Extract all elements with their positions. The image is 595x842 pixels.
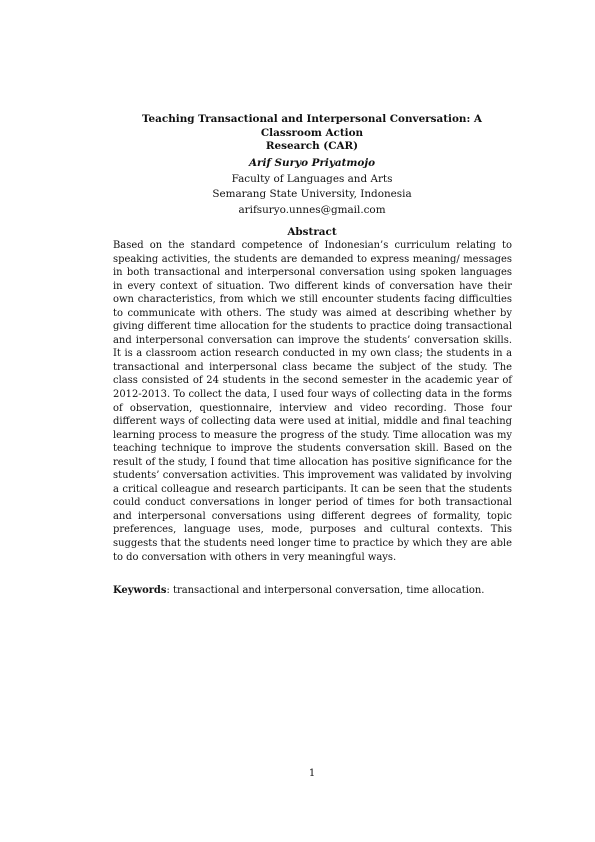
- paper-title-line-2: Research (CAR): [265, 140, 359, 152]
- abstract-heading: Abstract: [287, 226, 337, 238]
- author-university: Semarang State University, Indonesia: [212, 188, 412, 200]
- keywords-text: : transactional and interpersonal conversation, time allocation.: [166, 585, 485, 596]
- paper-title-line-1: Teaching Transactional and Interpersonal Conversation: A Classroom Action: [142, 113, 482, 139]
- author-block: [112, 156, 512, 218]
- page-number: 1: [308, 768, 316, 779]
- paper-title: [112, 113, 512, 154]
- author-faculty: Faculty of Languages and Arts: [231, 172, 393, 185]
- abstract-body: Based on the standard competence of Indonesian’s curriculum relating to speaking activities, the students are demanded to express meaning/ messages in both transactional and interpersonal conversation using spoken languages in every context of situation. Two different kinds of conversation have their own characteristics, from which we still encounter students facing difficulties to communicate with others. The study was aimed at describing whether by giving different time allocation for the students to practice doing transactional and interpersonal conversation can improve the students’ conversation skills. It is a classroom action research conducted in my own class; the students in a transactional and interpersonal class became the subject of the study. The class consisted of 24 students in the second semester in the academic year of 2012-2013. To collect the data, I used four ways of collecting data in the forms of observation, questionnaire, interview and video recording. Those four different ways of collecting data were used at initial, middle and final teaching learning process to measure the progress of the study. Time allocation was my teaching technique to improve the students conversation skill. Based on the result of the study, I found that time allocation has positive significance for the students’ conversation activities. This improvement was validated by involving a critical colleague and research participants. It can be seen that the students could conduct conversations in longer period of times for both transactional and interpersonal conversations using different degrees of formality, topic preferences, language uses, mode, purposes and cultural contexts. This suggests that the students need longer time to practice by which they are able to do conversation with others in very meaningful ways.: [113, 240, 512, 563]
- author-name: Arif Suryo Priyatmojo: [248, 157, 376, 169]
- keywords: [113, 584, 512, 598]
- author-email: arifsuryo.unnes@gmail.com: [238, 203, 386, 216]
- keywords-label: Keywords: [113, 585, 167, 596]
